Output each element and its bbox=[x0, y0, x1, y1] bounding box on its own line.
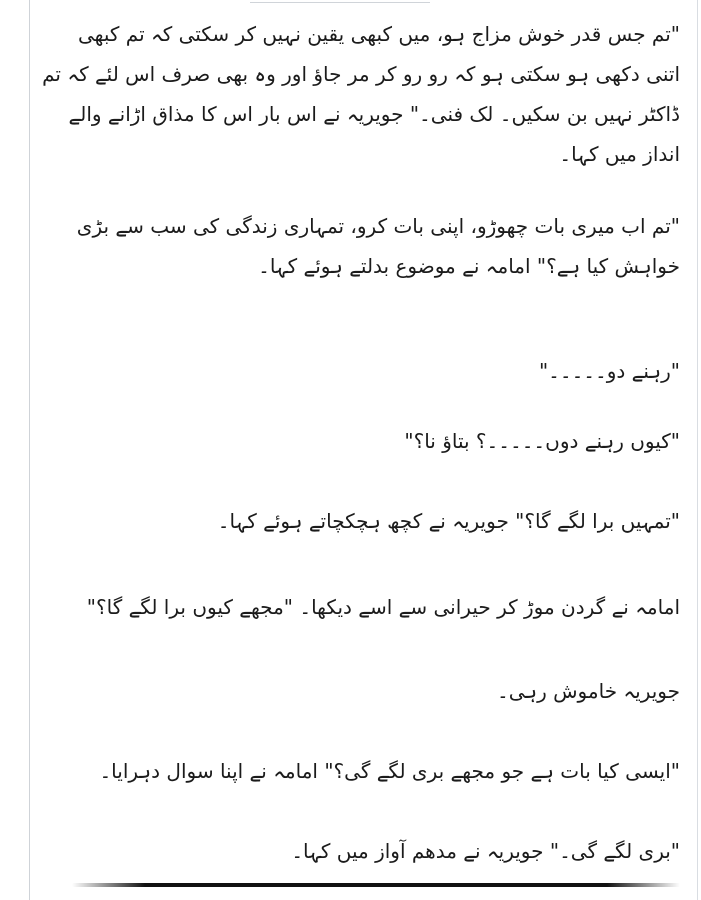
paragraph-9 bbox=[40, 836, 680, 866]
paragraph-4 bbox=[40, 426, 680, 456]
paragraph-8 bbox=[40, 756, 680, 786]
paragraph-text: جویریہ خاموش رہی۔ bbox=[497, 679, 680, 703]
paragraph-text: "تم جس قدر خوش مزاج ہو، میں کبھی یقین نہیں کر سکتی کہ تم کبھی اتنی دکھی ہو سکتی ہو کہ رو رو کر مر جاؤ اور وہ بھی صرف اس لئے کہ تم ڈاکٹر نہیں بن سکیں۔ لک فنی۔" جویریہ نے اس بار اس کا مذاق اڑانے والے انداز میں کہا۔ bbox=[42, 22, 680, 166]
paragraph-3 bbox=[40, 356, 680, 386]
paragraph-text: "بری لگے گی۔" جویریہ نے مدھم آواز میں کہا۔ bbox=[291, 839, 680, 863]
left-page-border bbox=[29, 0, 30, 900]
paragraph-5 bbox=[40, 506, 680, 536]
paragraph-1 bbox=[40, 14, 680, 174]
paragraph-text: امامہ نے گردن موڑ کر حیرانی سے اسے دیکھا۔ "مجھے کیوں برا لگے گا؟" bbox=[86, 595, 680, 619]
paragraph-text: "ایسی کیا بات ہے جو مجھے بری لگے گی؟" امامہ نے اپنا سوال دہرایا۔ bbox=[99, 759, 680, 783]
right-page-border bbox=[697, 0, 698, 900]
paragraph-6 bbox=[40, 592, 680, 622]
paragraph-text: "رہنے دو۔۔۔۔۔" bbox=[538, 359, 680, 383]
paragraph-text: "تم اب میری بات چھوڑو، اپنی بات کرو، تمہاری زندگی کی سب سے بڑی خواہش کیا ہے؟" امامہ نے موضوع بدلتے ہوئے کہا۔ bbox=[76, 214, 680, 278]
paragraph-7 bbox=[40, 676, 680, 706]
paragraph-2 bbox=[40, 206, 680, 286]
bottom-divider bbox=[72, 883, 680, 887]
paragraph-text: "تمہیں برا لگے گا؟" جویریہ نے کچھ ہچکچاتے ہوئے کہا۔ bbox=[217, 509, 680, 533]
paragraph-text: "کیوں رہنے دوں۔۔۔۔۔؟ بتاؤ نا؟" bbox=[404, 429, 680, 453]
top-divider bbox=[250, 2, 430, 3]
